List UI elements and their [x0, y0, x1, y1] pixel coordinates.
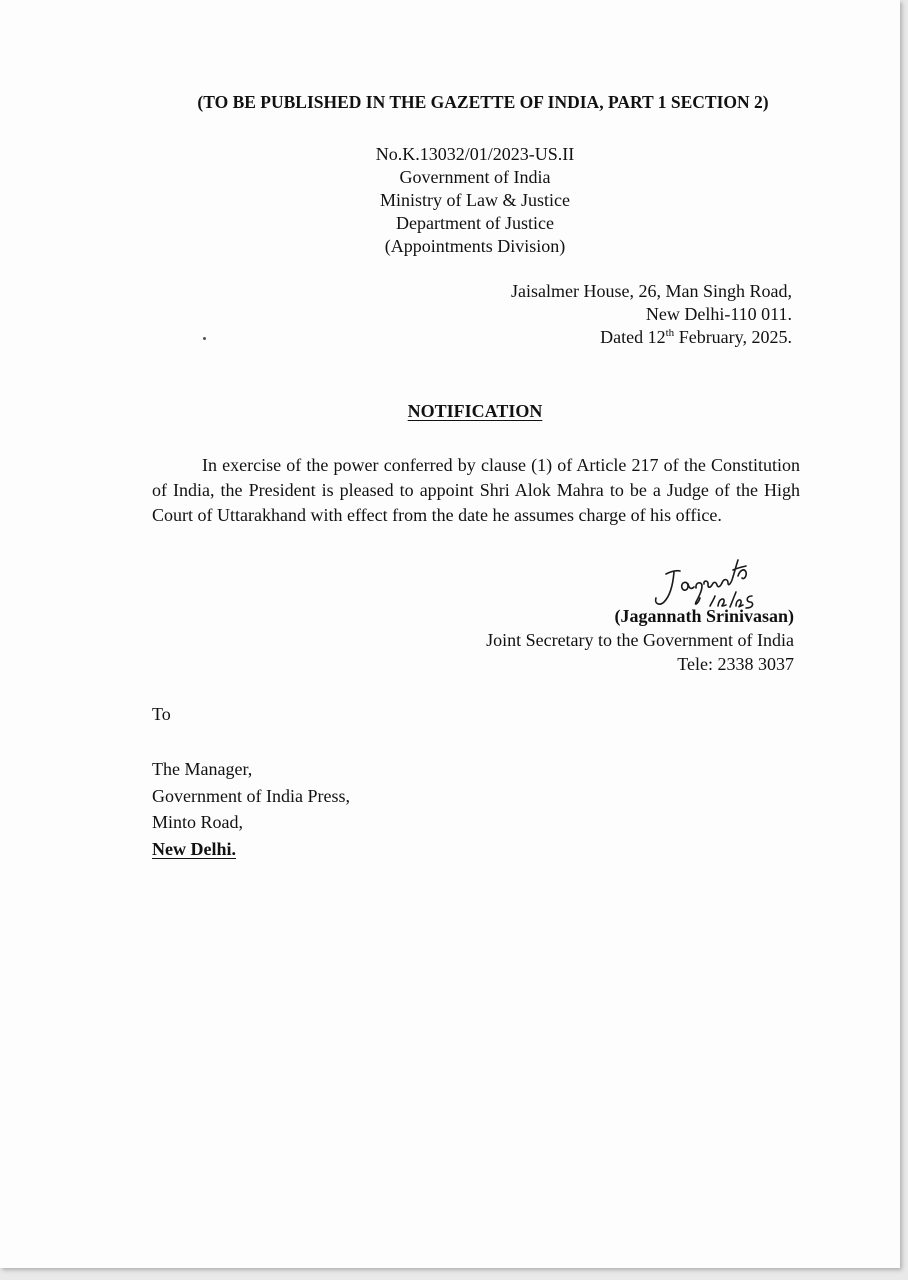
recipient-line-1: The Manager, [152, 759, 253, 779]
issue-date [511, 326, 792, 349]
to-label: To [152, 704, 171, 724]
issue-date-prefix: Dated 12 [600, 327, 666, 347]
recipient-line-3: Minto Road, [152, 812, 244, 832]
address-line-2: New Delhi-110 011. [645, 304, 792, 324]
file-number: No.K.13032/01/2023-US.II [375, 144, 575, 164]
signatory-telephone: Tele: 2338 3037 [677, 654, 794, 674]
ministry-name: Ministry of Law & Justice [380, 190, 570, 210]
issue-date-rest: February, 2025. [674, 327, 792, 347]
scan-speck [203, 337, 206, 340]
notification-title: NOTIFICATION [407, 401, 543, 421]
recipient-city: New Delhi. [152, 838, 236, 859]
notification-body [152, 453, 800, 528]
recipient-line-2: Government of India Press, [152, 785, 350, 806]
notification-body-text: In exercise of the power conferred by clause (1) of Article 217 of the Constitution of India, the President is pleased to appoint Shri Alok Mahra to be a Judge of the High Court of Uttarakhand with effect from the date he assumes charge of his office. [152, 455, 800, 525]
issuing-authority-header [300, 143, 650, 258]
signatory-name: (Jagannath Srinivasan) [614, 606, 794, 626]
issue-date-suffix: th [665, 327, 675, 339]
address-line-1: Jaisalmer House, 26, Man Singh Road, [511, 281, 792, 301]
government-name: Government of India [399, 167, 551, 187]
department-name: Department of Justice [396, 213, 554, 233]
signatory-designation: Joint Secretary to the Government of India [486, 630, 794, 650]
office-address [511, 280, 792, 349]
recipient-address [152, 756, 350, 862]
division-name: (Appointments Division) [384, 236, 566, 256]
gazette-publication-line: (TO BE PUBLISHED IN THE GAZETTE OF INDIA, PART 1 SECTION 2) [197, 92, 769, 112]
